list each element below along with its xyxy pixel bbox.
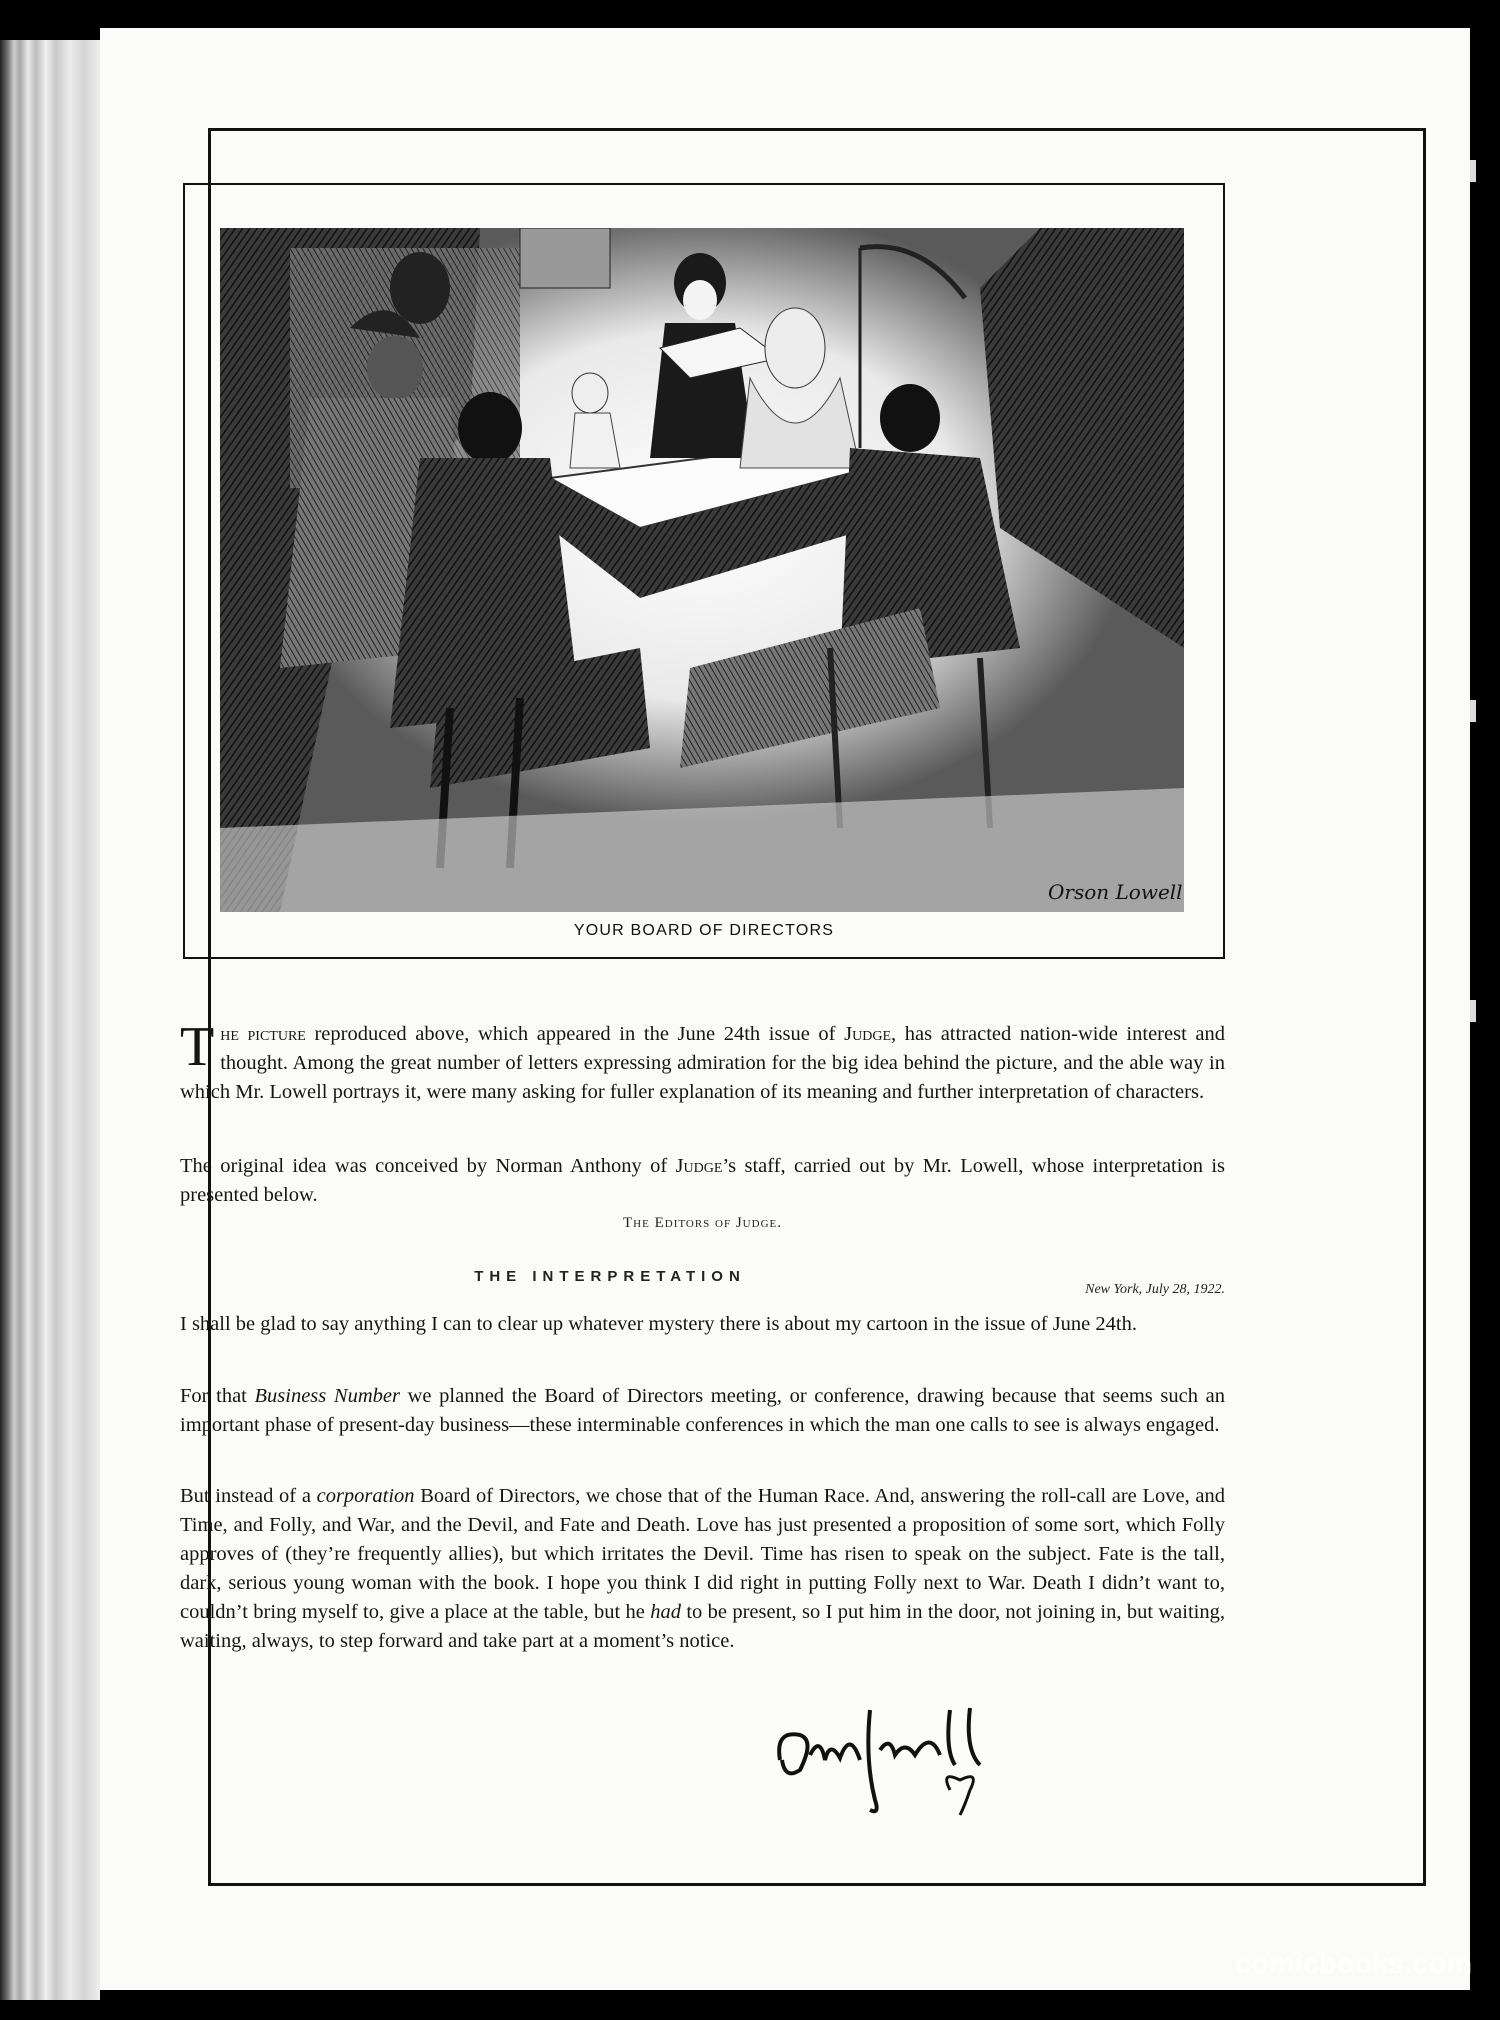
book-binding xyxy=(0,40,100,2000)
judge-name: Judge xyxy=(844,1023,892,1045)
letter-text: For that xyxy=(180,1385,255,1407)
artist-signature: Orson Lowell xyxy=(1048,880,1183,904)
judge-name: Judge xyxy=(675,1155,723,1177)
illustration-caption: YOUR BOARD OF DIRECTORS xyxy=(573,922,835,939)
intro-lead: he picture xyxy=(220,1023,306,1045)
dateline: New York, July 28, 1922. xyxy=(1085,1282,1225,1297)
section-title: THE INTERPRETATION xyxy=(474,1268,746,1285)
letter-text: Board of Directors, we chose that of the Human Race. And, answering the roll-call are Love, and Time, and Folly, and War, and the Devil, and Fate and Death. Love has just presented a proposition of some sort, which Folly approves of (they’re frequently allies), but which irritates the Devil. Time has risen to speak on the subject. Fate is the tall, dark, serious young woman with the book. I hope you think I did right in putting Folly next to War. Death I didn’t want to, couldn’t bring myself to, give a place at the table, but he xyxy=(180,1485,1225,1623)
intro-paragraph xyxy=(180,1016,1225,1107)
letter-text: But instead of a xyxy=(180,1485,317,1507)
letter-paragraph-3 xyxy=(180,1482,1225,1656)
drop-cap: T xyxy=(180,1016,215,1078)
editors-signoff: The Editors of Judge. xyxy=(623,1215,782,1231)
letter-paragraph-1: I shall be glad to say anything I can to clear up whatever mystery there is about my cartoon in the issue of June 24th. xyxy=(180,1313,1137,1335)
origin-text: ’s staff, carried out by Mr. Lowell, whose interpretation is presented below. xyxy=(180,1155,1226,1206)
intro-text: , has attracted nation-wide interest and thought. Among the great number of letters expressing admiration for the big idea behind the picture, and the able way in which Mr. Lowell portrays it, were many asking for fuller explanation of its meaning and further interpretation of characters. xyxy=(180,1023,1225,1103)
site-watermark: comicbooks.com xyxy=(1235,1948,1472,1980)
letter-paragraph-2 xyxy=(180,1382,1225,1440)
letter-text: we planned the Board of Directors meeting, or conference, drawing because that seems such an important phase of present-day business—these interminable conferences in which the man one calls to see is always engaged. xyxy=(180,1385,1225,1436)
letter-text: to be present, so I put him in the door, not joining in, but waiting, waiting, always, to step forward and take part at a moment’s notice. xyxy=(180,1601,1225,1652)
handwritten-signature xyxy=(770,1690,1000,1820)
intro-text: reproduced above, which appeared in the June 24th issue of xyxy=(305,1023,845,1045)
letter-emphasis: Business Number xyxy=(254,1385,400,1407)
board-of-directors-illustration xyxy=(220,228,1184,912)
letter-emphasis: corporation xyxy=(316,1485,415,1507)
origin-text: The original idea was conceived by Norman Anthony of xyxy=(180,1155,676,1177)
letter-emphasis: had xyxy=(650,1601,681,1623)
origin-paragraph xyxy=(180,1152,1225,1210)
